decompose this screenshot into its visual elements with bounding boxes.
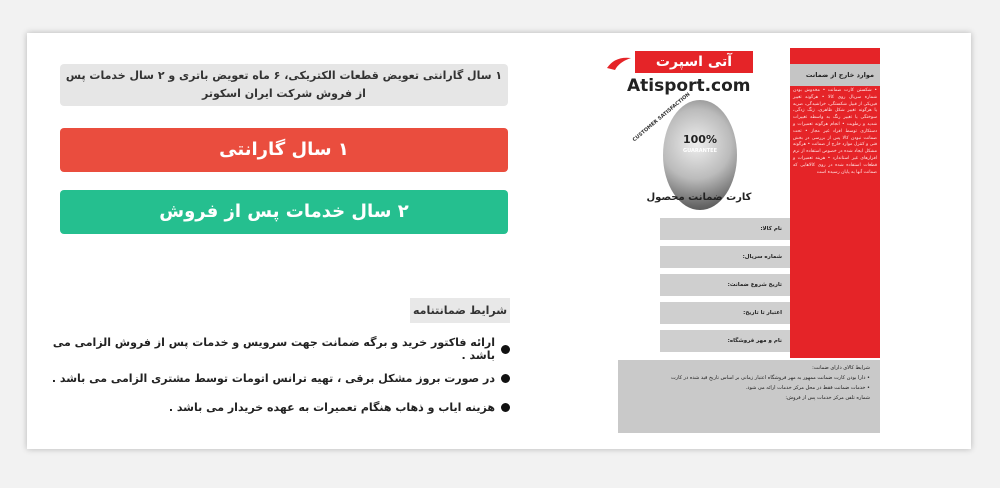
warranty-card-image: [615, 48, 880, 433]
field-serial: شماره سریال:: [660, 246, 790, 268]
list-item: در صورت بروز مشکل برقی ، تهیه ترانس اتومات توسط مشتری الزامی می باشد .: [40, 369, 510, 387]
logo-name: آتی اسپرت: [635, 51, 753, 73]
warranty-button[interactable]: ۱ سال گارانتی: [60, 128, 508, 172]
exclusions-panel: [790, 48, 880, 358]
field-store-stamp: نام و مهر فروشگاه:: [660, 330, 790, 352]
terms-list: [40, 336, 510, 427]
service-button[interactable]: ۲ سال خدمات پس از فروش: [60, 190, 508, 234]
warranty-note: ۱ سال گارانتی تعویض قطعات الکتریکی، ۶ ماه تعویض باتری و ۲ سال خدمات پس از فروش شرکت ایران اسکوتر: [60, 64, 508, 106]
terms-heading: شرایط ضمانتنامه: [410, 298, 510, 323]
field-start-date: تاریخ شروع ضمانت:: [660, 274, 790, 296]
logo-site: Atisport.com: [627, 76, 751, 96]
list-item: ارائه فاکتور خرید و برگه ضمانت جهت سرویس و خدمات پس از فروش الزامی می باشد .: [40, 340, 510, 358]
exclusions-text: • شکستن کارت ضمانت • مخدوش بودن شماره سریال روی کالا • هرگونه تغییر فیزیکی از قبیل شکستگی، خراشیدگی، ضربه یا هرگونه تغییر شکل ظاهری، زنگ زدگی، سوختگی یا تغییر رنگ به واسطه تغییرات شدید و رطوبت • انجام هرگونه تعمیرات و دستکاری توسط افراد غیر مجاز • تحت ضمانت نبودن کالا پس از بررسی در بخش فنی و کنترل موارد خارج از ضمانت • هرگونه مشکل ایجاد شده در خصوص استفاده از نرم افزارهای غیر استاندارد • هزینه تعمیرات و قطعات استفاده شده در روی کالاهایی که ضمانت آنها به پایان رسیده است: [793, 88, 877, 175]
exclusions-heading: موارد خارج از ضمانت: [790, 64, 880, 86]
seal-ring-text: CUSTOMER SATISFACTION: [631, 91, 692, 144]
list-item: هزینه ایاب و ذهاب هنگام تعمیرات به عهده خریدار می باشد .: [40, 398, 510, 416]
card-form: [660, 218, 790, 358]
seal-label: GUARANTEE: [682, 148, 718, 154]
bullet-icon: [501, 345, 510, 354]
field-product-name: نام کالا:: [660, 218, 790, 240]
seal-percent: 100%: [683, 133, 717, 146]
card-footer: شرایط کالای دارای ضمانت: • دارا بودن کارت ضمانت ممهور به مهر فروشگاه اعتبار زمانی بر اساس تاریخ قید شده در کارت • خدمات ضمانت فقط در محل مرکز خدمات ارائه می شود. شماره تلفن مرکز خدمات پس از فروش:: [618, 360, 880, 433]
logo-mark-icon: [736, 51, 752, 73]
bullet-icon: [501, 374, 510, 383]
card-title: کارت ضمانت محصول: [646, 192, 752, 203]
bullet-icon: [501, 403, 510, 412]
field-valid-until: اعتبار تا تاریخ:: [660, 302, 790, 324]
logo-bird-icon: [605, 54, 633, 72]
